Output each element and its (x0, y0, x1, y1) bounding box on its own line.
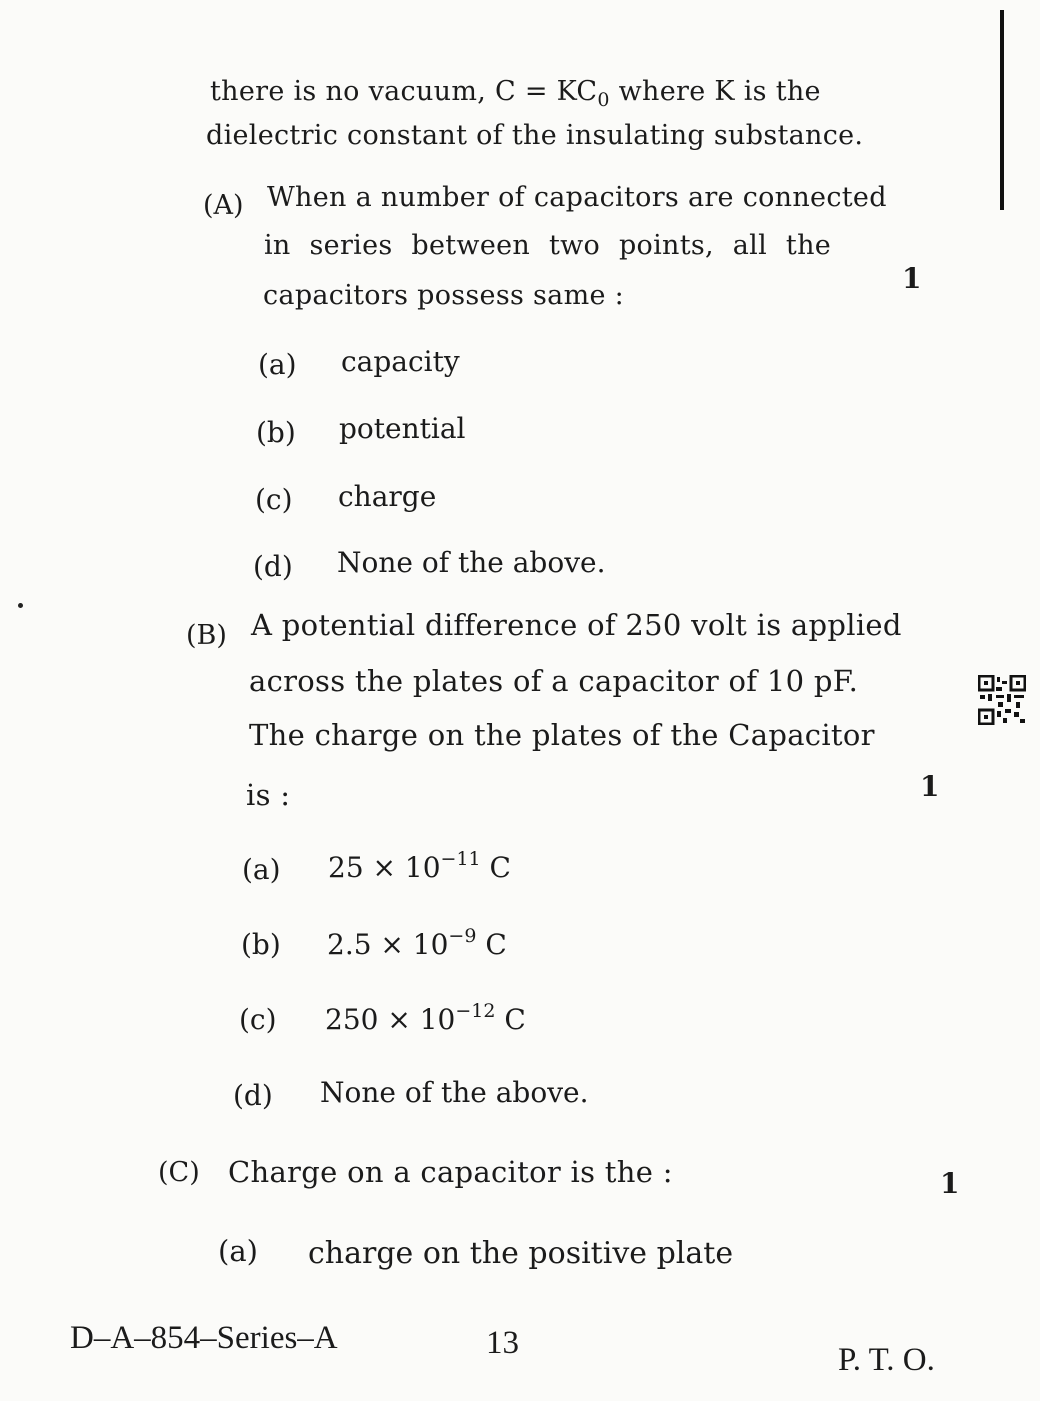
question-a-label: (A) (203, 190, 244, 221)
question-c-text: Charge on a capacitor is the : (228, 1155, 673, 1189)
margin-line (1000, 10, 1004, 210)
qa-option-a-label: (a) (258, 348, 297, 381)
qc-option-a-text: charge on the positive plate (308, 1236, 734, 1271)
qb-option-a-text: $25 \times 10^{-11}$ C (328, 848, 511, 884)
qa-option-d-text: None of the above. (337, 546, 606, 579)
qc-option-a-label: (a) (218, 1234, 258, 1268)
qa-option-b-text: potential (339, 412, 466, 445)
question-b-line-3: The charge on the plates of the Capacitor (249, 718, 875, 752)
qa-option-c-label: (c) (255, 483, 293, 516)
question-a-line-2: in series between two points, all the (264, 230, 832, 261)
intro-line-2: dielectric constant of the insulating substance. (206, 120, 864, 151)
question-a-marks: 1 (902, 262, 922, 295)
intro-line-1: there is no vacuum, $C = KC_0$ where K is the (210, 76, 821, 111)
question-a-line-3: capacitors possess same : (263, 280, 625, 311)
qa-option-c-text: charge (338, 480, 437, 513)
question-b-label: (B) (186, 620, 227, 651)
stray-dot (18, 603, 23, 608)
question-c-marks: 1 (940, 1167, 960, 1200)
footer-series-code: D–A–854–Series–A (70, 1320, 338, 1356)
qb-option-a-label: (a) (242, 853, 281, 886)
qb-option-c-label: (c) (239, 1003, 277, 1036)
qb-option-b-label: (b) (241, 928, 281, 961)
qb-option-d-label: (d) (233, 1079, 273, 1112)
footer-page-number: 13 (486, 1325, 519, 1361)
question-b-line-4: is : (246, 778, 291, 812)
qb-option-b-text: $2.5 \times 10^{-9}$ C (327, 925, 507, 961)
qb-option-c-text: $250 \times 10^{-12}$ C (325, 1000, 526, 1036)
question-b-line-2: across the plates of a capacitor of 10 pF. (249, 664, 859, 698)
question-b-marks: 1 (920, 770, 940, 803)
question-b-line-1: A potential difference of 250 volt is applied (251, 608, 902, 642)
qr-code-icon (978, 675, 1026, 725)
qa-option-d-label: (d) (253, 550, 293, 583)
qa-option-b-label: (b) (256, 416, 296, 449)
qb-option-d-text: None of the above. (320, 1076, 589, 1109)
footer-pto: P. T. O. (838, 1342, 935, 1378)
question-a-line-1: When a number of capacitors are connected (267, 182, 887, 213)
question-c-label: (C) (158, 1157, 200, 1188)
qa-option-a-text: capacity (341, 345, 460, 378)
